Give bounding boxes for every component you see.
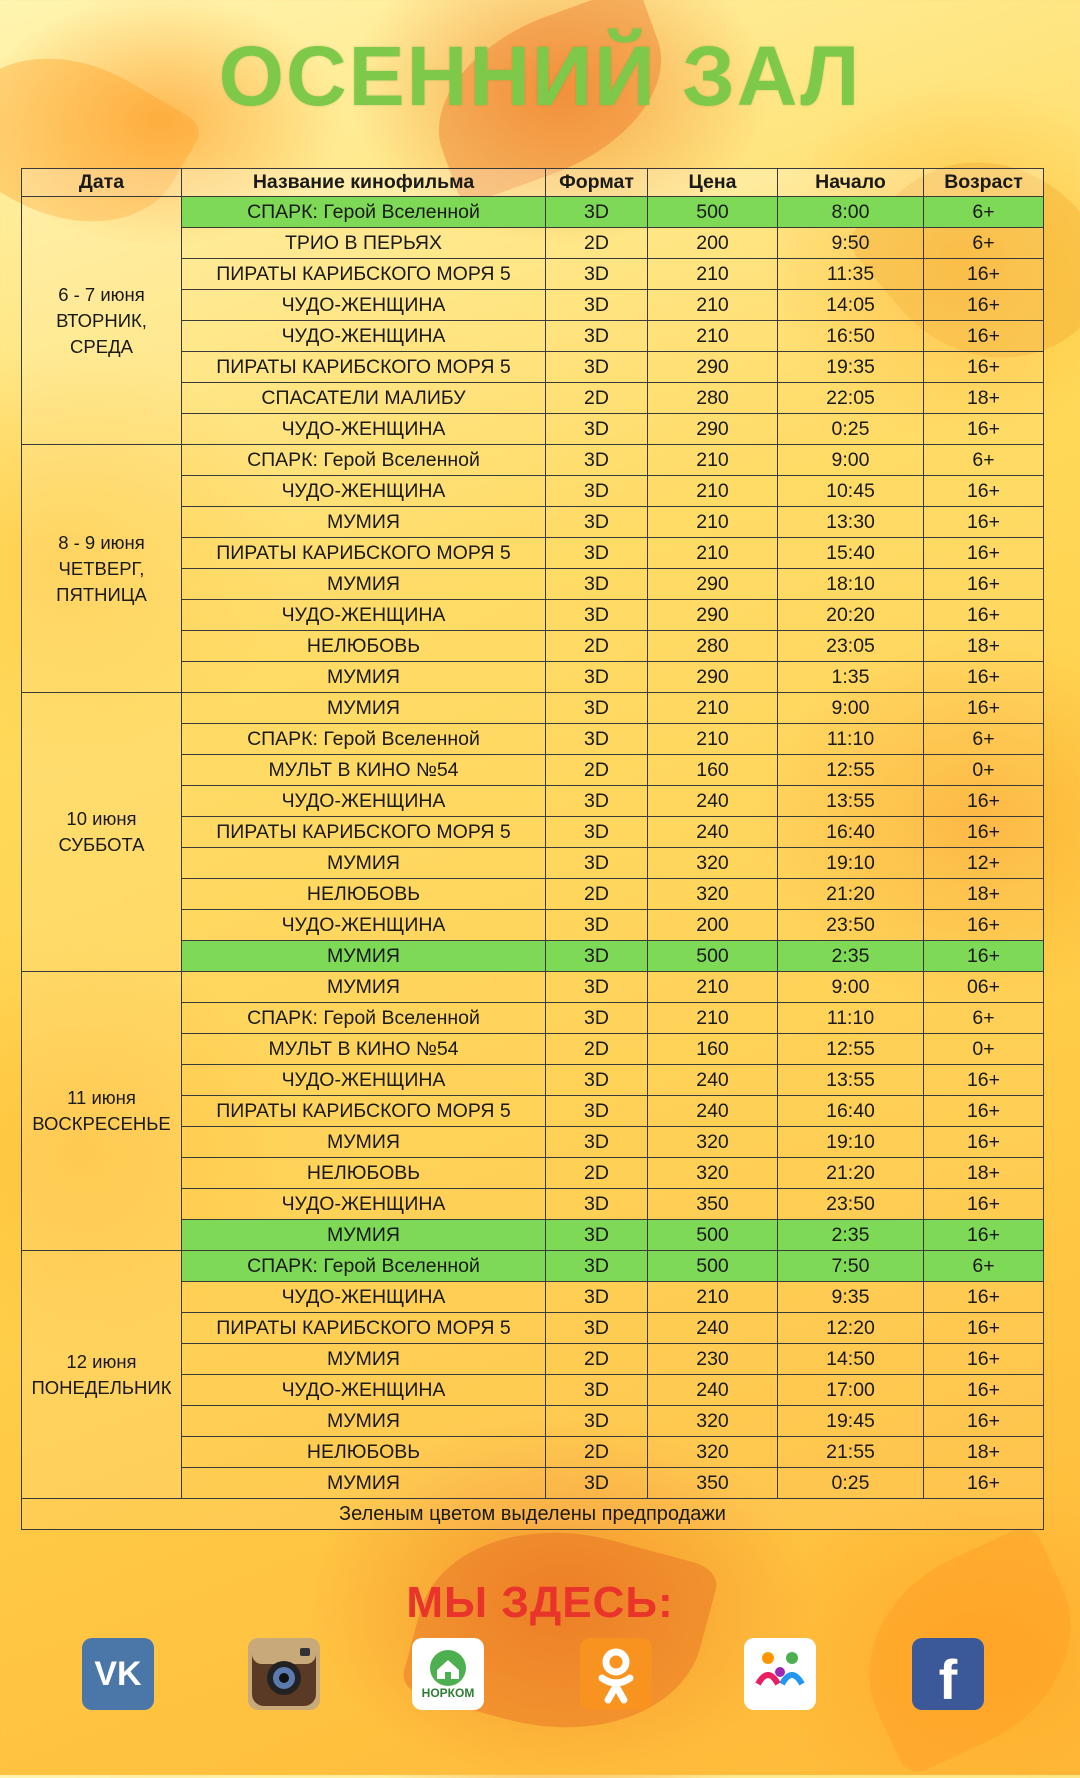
film-cell: НЕЛЮБОВЬ — [182, 1437, 546, 1468]
format-cell: 2D — [546, 1034, 648, 1065]
date-line: 6 - 7 июня — [58, 283, 145, 305]
price-cell: 210 — [648, 972, 778, 1003]
film-cell: МУМИЯ — [182, 507, 546, 538]
price-cell: 210 — [648, 259, 778, 290]
film-cell: МУМИЯ — [182, 848, 546, 879]
film-cell: ПИРАТЫ КАРИБСКОГО МОРЯ 5 — [182, 259, 546, 290]
start-cell: 7:50 — [778, 1251, 924, 1282]
price-cell: 500 — [648, 197, 778, 228]
price-cell: 210 — [648, 1003, 778, 1034]
film-cell: ЧУДО-ЖЕНЩИНА — [182, 1189, 546, 1220]
format-cell: 2D — [546, 228, 648, 259]
note-row — [22, 1499, 1044, 1530]
instagram-icon[interactable] — [248, 1638, 320, 1710]
start-cell: 0:25 — [778, 414, 924, 445]
age-cell: 16+ — [924, 1406, 1044, 1437]
film-cell: СПАРК: Герой Вселенной — [182, 724, 546, 755]
start-cell: 13:55 — [778, 1065, 924, 1096]
age-cell: 16+ — [924, 321, 1044, 352]
date-cell — [22, 197, 182, 445]
price-cell: 240 — [648, 786, 778, 817]
start-cell: 23:50 — [778, 1189, 924, 1220]
age-cell: 16+ — [924, 476, 1044, 507]
age-cell: 12+ — [924, 848, 1044, 879]
price-cell: 160 — [648, 755, 778, 786]
film-cell: МУМИЯ — [182, 1127, 546, 1158]
price-cell: 290 — [648, 569, 778, 600]
age-cell: 16+ — [924, 941, 1044, 972]
film-cell: ЧУДО-ЖЕНЩИНА — [182, 321, 546, 352]
film-cell: СПАРК: Герой Вселенной — [182, 1251, 546, 1282]
age-cell: 18+ — [924, 879, 1044, 910]
date-line: 10 июня — [66, 808, 137, 829]
price-cell: 230 — [648, 1344, 778, 1375]
table-row — [22, 1251, 1044, 1282]
format-cell: 3D — [546, 1375, 648, 1406]
format-cell: 3D — [546, 507, 648, 538]
date-cell — [22, 693, 182, 972]
price-cell: 320 — [648, 1406, 778, 1437]
format-cell: 3D — [546, 1282, 648, 1313]
start-cell: 14:05 — [778, 290, 924, 321]
facebook-icon[interactable]: f — [912, 1638, 984, 1710]
age-cell: 18+ — [924, 631, 1044, 662]
format-cell: 3D — [546, 941, 648, 972]
age-cell: 16+ — [924, 1468, 1044, 1499]
age-cell: 16+ — [924, 1282, 1044, 1313]
start-cell: 2:35 — [778, 941, 924, 972]
price-cell: 210 — [648, 724, 778, 755]
price-cell: 290 — [648, 662, 778, 693]
format-cell: 3D — [546, 786, 648, 817]
film-cell: ЧУДО-ЖЕНЩИНА — [182, 290, 546, 321]
header-format: Формат — [546, 169, 648, 197]
format-cell: 3D — [546, 1127, 648, 1158]
film-cell: ПИРАТЫ КАРИБСКОГО МОРЯ 5 — [182, 817, 546, 848]
date-cell — [22, 972, 182, 1251]
film-cell: МУМИЯ — [182, 1406, 546, 1437]
date-line: 11 июня — [67, 1087, 136, 1108]
age-cell: 16+ — [924, 662, 1044, 693]
date-line: ПОНЕДЕЛЬНИК — [31, 1376, 172, 1398]
start-cell: 11:35 — [778, 259, 924, 290]
format-cell: 3D — [546, 569, 648, 600]
format-cell: 3D — [546, 414, 648, 445]
price-cell: 240 — [648, 1313, 778, 1344]
start-cell: 17:00 — [778, 1375, 924, 1406]
age-cell: 16+ — [924, 352, 1044, 383]
age-cell: 16+ — [924, 1313, 1044, 1344]
format-cell: 3D — [546, 1189, 648, 1220]
format-cell: 2D — [546, 755, 648, 786]
start-cell: 15:40 — [778, 538, 924, 569]
film-cell: МУМИЯ — [182, 1220, 546, 1251]
film-cell: НЕЛЮБОВЬ — [182, 631, 546, 662]
age-cell: 16+ — [924, 538, 1044, 569]
price-cell: 240 — [648, 1096, 778, 1127]
age-cell: 6+ — [924, 228, 1044, 259]
film-cell: ЧУДО-ЖЕНЩИНА — [182, 1375, 546, 1406]
age-cell: 16+ — [924, 786, 1044, 817]
film-cell: МУЛЬТ В КИНО №54 — [182, 755, 546, 786]
film-cell: МУЛЬТ В КИНО №54 — [182, 1034, 546, 1065]
autumn-leaf-decoration — [399, 1497, 721, 1763]
format-cell: 3D — [546, 1003, 648, 1034]
price-cell: 320 — [648, 1127, 778, 1158]
price-cell: 500 — [648, 1220, 778, 1251]
film-cell: МУМИЯ — [182, 662, 546, 693]
start-cell: 16:40 — [778, 817, 924, 848]
film-cell: ПИРАТЫ КАРИБСКОГО МОРЯ 5 — [182, 1313, 546, 1344]
format-cell: 3D — [546, 662, 648, 693]
film-cell: ЧУДО-ЖЕНЩИНА — [182, 910, 546, 941]
start-cell: 11:10 — [778, 724, 924, 755]
format-cell: 3D — [546, 817, 648, 848]
age-cell: 16+ — [924, 290, 1044, 321]
film-cell: СПАСАТЕЛИ МАЛИБУ — [182, 383, 546, 414]
table-header-row — [22, 169, 1044, 197]
start-cell: 19:35 — [778, 352, 924, 383]
film-cell: ТРИО В ПЕРЬЯХ — [182, 228, 546, 259]
format-cell: 2D — [546, 1437, 648, 1468]
format-cell: 2D — [546, 1158, 648, 1189]
format-cell: 3D — [546, 724, 648, 755]
film-cell: ЧУДО-ЖЕНЩИНА — [182, 476, 546, 507]
format-cell: 3D — [546, 1313, 648, 1344]
presale-note: Зеленым цветом выделены предпродажи — [22, 1499, 1044, 1530]
age-cell: 16+ — [924, 414, 1044, 445]
date-cell — [22, 445, 182, 693]
price-cell: 240 — [648, 1065, 778, 1096]
header-age: Возраст — [924, 169, 1044, 197]
format-cell: 2D — [546, 1344, 648, 1375]
film-cell: МУМИЯ — [182, 569, 546, 600]
date-line: 8 - 9 июня — [58, 531, 145, 553]
price-cell: 280 — [648, 631, 778, 662]
start-cell: 13:55 — [778, 786, 924, 817]
start-cell: 8:00 — [778, 197, 924, 228]
age-cell: 16+ — [924, 507, 1044, 538]
start-cell: 10:45 — [778, 476, 924, 507]
price-cell: 320 — [648, 848, 778, 879]
age-cell: 16+ — [924, 600, 1044, 631]
header-price: Цена — [648, 169, 778, 197]
start-cell: 21:55 — [778, 1437, 924, 1468]
age-cell: 18+ — [924, 383, 1044, 414]
start-cell: 18:10 — [778, 569, 924, 600]
film-cell: СПАРК: Герой Вселенной — [182, 445, 546, 476]
start-cell: 1:35 — [778, 662, 924, 693]
price-cell: 210 — [648, 1282, 778, 1313]
age-cell: 18+ — [924, 1158, 1044, 1189]
format-cell: 3D — [546, 321, 648, 352]
age-cell: 16+ — [924, 1375, 1044, 1406]
format-cell: 3D — [546, 476, 648, 507]
page-title: ОСЕННИЙ ЗАЛ — [218, 29, 862, 123]
date-line: СУББОТА — [58, 834, 145, 855]
price-cell: 210 — [648, 693, 778, 724]
schedule-table — [21, 168, 1044, 1530]
date-cell — [22, 1251, 182, 1499]
age-cell: 6+ — [924, 445, 1044, 476]
price-cell: 290 — [648, 600, 778, 631]
price-cell: 290 — [648, 414, 778, 445]
header-date: Дата — [22, 169, 182, 197]
age-cell: 6+ — [924, 724, 1044, 755]
format-cell: 3D — [546, 1251, 648, 1282]
format-cell: 3D — [546, 1220, 648, 1251]
price-cell: 280 — [648, 383, 778, 414]
moimir-icon[interactable] — [744, 1638, 816, 1710]
price-cell: 320 — [648, 1437, 778, 1468]
film-cell: НЕЛЮБОВЬ — [182, 879, 546, 910]
format-cell: 3D — [546, 1468, 648, 1499]
start-cell: 12:55 — [778, 755, 924, 786]
format-cell: 3D — [546, 1065, 648, 1096]
age-cell: 16+ — [924, 569, 1044, 600]
start-cell: 2:35 — [778, 1220, 924, 1251]
price-cell: 320 — [648, 1158, 778, 1189]
film-cell: НЕЛЮБОВЬ — [182, 1158, 546, 1189]
norkom-icon[interactable]: НОРКОМ — [412, 1638, 484, 1710]
price-cell: 160 — [648, 1034, 778, 1065]
price-cell: 210 — [648, 507, 778, 538]
price-cell: 200 — [648, 910, 778, 941]
format-cell: 3D — [546, 197, 648, 228]
price-cell: 350 — [648, 1189, 778, 1220]
format-cell: 3D — [546, 1096, 648, 1127]
odnoklassniki-icon[interactable] — [580, 1638, 652, 1710]
start-cell: 9:35 — [778, 1282, 924, 1313]
format-cell: 3D — [546, 910, 648, 941]
start-cell: 12:20 — [778, 1313, 924, 1344]
age-cell: 16+ — [924, 910, 1044, 941]
start-cell: 14:50 — [778, 1344, 924, 1375]
social-icons — [0, 1638, 1080, 1718]
price-cell: 210 — [648, 445, 778, 476]
price-cell: 210 — [648, 538, 778, 569]
date-line: СРЕДА — [70, 335, 133, 357]
film-cell: СПАРК: Герой Вселенной — [182, 1003, 546, 1034]
age-cell: 16+ — [924, 1065, 1044, 1096]
start-cell: 19:45 — [778, 1406, 924, 1437]
price-cell: 500 — [648, 1251, 778, 1282]
price-cell: 210 — [648, 290, 778, 321]
format-cell: 3D — [546, 352, 648, 383]
start-cell: 23:05 — [778, 631, 924, 662]
social-heading: МЫ ЗДЕСЬ: — [406, 1578, 674, 1627]
table-row — [22, 693, 1044, 724]
film-cell: ПИРАТЫ КАРИБСКОГО МОРЯ 5 — [182, 1096, 546, 1127]
age-cell: 16+ — [924, 1096, 1044, 1127]
start-cell: 20:20 — [778, 600, 924, 631]
format-cell: 2D — [546, 383, 648, 414]
header-start: Начало — [778, 169, 924, 197]
format-cell: 3D — [546, 693, 648, 724]
film-cell: СПАРК: Герой Вселенной — [182, 197, 546, 228]
start-cell: 23:50 — [778, 910, 924, 941]
format-cell: 2D — [546, 879, 648, 910]
price-cell: 240 — [648, 817, 778, 848]
date-line: ВОСКРЕСЕНЬЕ — [32, 1113, 171, 1134]
start-cell: 21:20 — [778, 1158, 924, 1189]
table-row — [22, 972, 1044, 1003]
start-cell: 19:10 — [778, 848, 924, 879]
header-film: Название кинофильма — [182, 169, 546, 197]
age-cell: 16+ — [924, 1220, 1044, 1251]
age-cell: 0+ — [924, 755, 1044, 786]
start-cell: 13:30 — [778, 507, 924, 538]
film-cell: ЧУДО-ЖЕНЩИНА — [182, 1065, 546, 1096]
start-cell: 9:00 — [778, 972, 924, 1003]
start-cell: 19:10 — [778, 1127, 924, 1158]
price-cell: 350 — [648, 1468, 778, 1499]
start-cell: 16:50 — [778, 321, 924, 352]
table-row — [22, 197, 1044, 228]
age-cell: 16+ — [924, 1189, 1044, 1220]
price-cell: 500 — [648, 941, 778, 972]
film-cell: МУМИЯ — [182, 1468, 546, 1499]
age-cell: 16+ — [924, 817, 1044, 848]
start-cell: 16:40 — [778, 1096, 924, 1127]
film-cell: МУМИЯ — [182, 693, 546, 724]
start-cell: 9:00 — [778, 693, 924, 724]
table-row — [22, 445, 1044, 476]
vk-icon[interactable]: VK — [82, 1638, 154, 1710]
start-cell: 22:05 — [778, 383, 924, 414]
age-cell: 6+ — [924, 1003, 1044, 1034]
price-cell: 240 — [648, 1375, 778, 1406]
price-cell: 200 — [648, 228, 778, 259]
age-cell: 0+ — [924, 1034, 1044, 1065]
price-cell: 210 — [648, 476, 778, 507]
film-cell: МУМИЯ — [182, 972, 546, 1003]
format-cell: 3D — [546, 290, 648, 321]
film-cell: ЧУДО-ЖЕНЩИНА — [182, 1282, 546, 1313]
start-cell: 11:10 — [778, 1003, 924, 1034]
price-cell: 210 — [648, 321, 778, 352]
price-cell: 320 — [648, 879, 778, 910]
age-cell: 16+ — [924, 259, 1044, 290]
price-cell: 290 — [648, 352, 778, 383]
film-cell: ЧУДО-ЖЕНЩИНА — [182, 786, 546, 817]
age-cell: 6+ — [924, 1251, 1044, 1282]
film-cell: МУМИЯ — [182, 1344, 546, 1375]
age-cell: 06+ — [924, 972, 1044, 1003]
date-line: ПЯТНИЦА — [56, 583, 147, 605]
film-cell: МУМИЯ — [182, 941, 546, 972]
age-cell: 18+ — [924, 1437, 1044, 1468]
start-cell: 0:25 — [778, 1468, 924, 1499]
format-cell: 3D — [546, 1406, 648, 1437]
date-line: ЧЕТВЕРГ, — [58, 557, 145, 579]
age-cell: 16+ — [924, 1344, 1044, 1375]
film-cell: ПИРАТЫ КАРИБСКОГО МОРЯ 5 — [182, 352, 546, 383]
film-cell: ПИРАТЫ КАРИБСКОГО МОРЯ 5 — [182, 538, 546, 569]
start-cell: 9:00 — [778, 445, 924, 476]
age-cell: 6+ — [924, 197, 1044, 228]
format-cell: 3D — [546, 848, 648, 879]
format-cell: 3D — [546, 445, 648, 476]
format-cell: 2D — [546, 631, 648, 662]
date-line: ВТОРНИК, — [56, 309, 147, 331]
age-cell: 16+ — [924, 693, 1044, 724]
film-cell: ЧУДО-ЖЕНЩИНА — [182, 600, 546, 631]
format-cell: 3D — [546, 600, 648, 631]
age-cell: 16+ — [924, 1127, 1044, 1158]
start-cell: 21:20 — [778, 879, 924, 910]
format-cell: 3D — [546, 972, 648, 1003]
format-cell: 3D — [546, 259, 648, 290]
date-line: 12 июня — [66, 1350, 137, 1372]
format-cell: 3D — [546, 538, 648, 569]
start-cell: 12:55 — [778, 1034, 924, 1065]
film-cell: ЧУДО-ЖЕНЩИНА — [182, 414, 546, 445]
start-cell: 9:50 — [778, 228, 924, 259]
